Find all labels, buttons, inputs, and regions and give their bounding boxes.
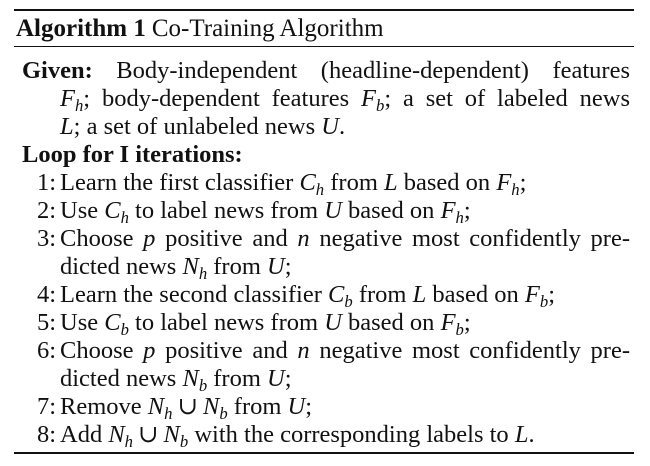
step-number: 7:	[36, 393, 56, 420]
given-line-3: L; a set of unlabeled news U.	[60, 113, 346, 140]
algorithm-label: Algorithm 1	[16, 14, 146, 42]
given-keyword: Given:	[22, 57, 93, 84]
loop-header: Loop for I iterations:	[22, 141, 243, 168]
step-4: Learn the second classifier $C_b$ from L based on $F_b$;	[60, 281, 555, 311]
step-3-continued: dicted news $N_h$ from U;	[60, 253, 292, 283]
step-number: 6:	[36, 337, 56, 364]
caption-rule	[14, 46, 634, 47]
given-line-1: Given: Body-independent (headline-dependent) features	[22, 57, 630, 84]
step-6-continued: dicted news $N_b$ from U;	[60, 365, 292, 395]
algorithm-caption	[16, 11, 384, 46]
step-number: 8:	[36, 421, 56, 448]
step-1: Learn the first classifier $C_h$ from L based on $F_h$;	[60, 169, 527, 199]
step-3: Choose p positive and n negative most confidently pre-	[60, 225, 630, 252]
algorithm-title: Co-Training Algorithm	[151, 14, 384, 42]
step-7: Remove $N_h$ ∪ $N_b$ from U;	[60, 393, 313, 423]
step-5: Use $C_b$ to label news from U based on $F_b$;	[60, 309, 471, 339]
step-number: 2:	[36, 197, 56, 224]
step-8: Add $N_h$ ∪ $N_b$ with the corresponding labels to L.	[60, 421, 535, 451]
given-line-2: $F_h$; body-dependent features $F_b$; a set of labeled news	[60, 85, 630, 115]
step-number: 3:	[36, 225, 56, 252]
step-6: Choose p positive and n negative most confidently pre-	[60, 337, 630, 364]
step-number: 5:	[36, 309, 56, 336]
step-2: Use $C_h$ to label news from U based on $F_h$;	[60, 197, 471, 227]
bottom-rule	[14, 452, 634, 454]
step-number: 4:	[36, 281, 56, 308]
step-number: 1:	[36, 169, 56, 196]
